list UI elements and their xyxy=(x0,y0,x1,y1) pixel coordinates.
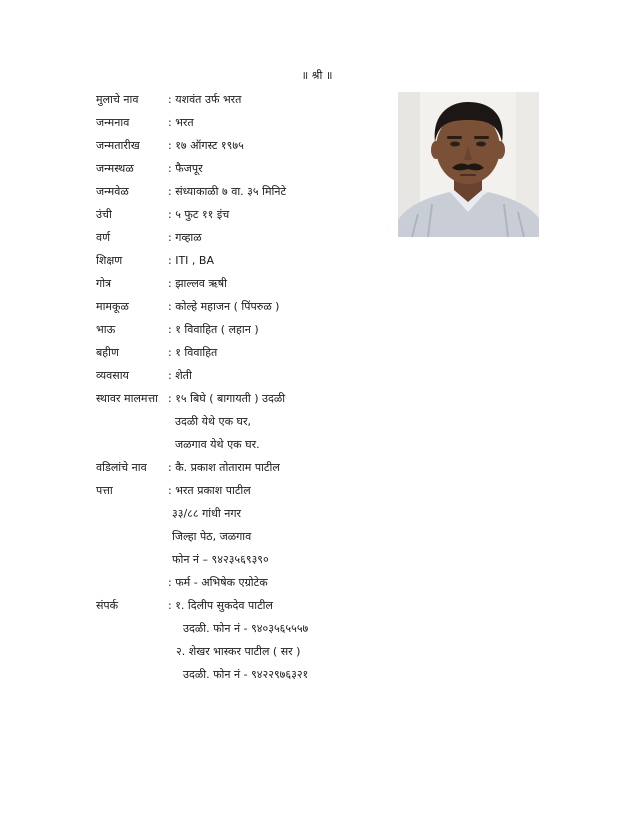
address-line: फोन नं – ९४२३५६९३९० xyxy=(172,553,269,566)
field-row-birth-date xyxy=(96,138,244,154)
portrait-photo-icon xyxy=(398,92,539,237)
field-value: : कोल्हे महाजन ( पिंपरुळ ) xyxy=(168,300,280,313)
field-value: : संध्याकाळी ७ वा. ३५ मिनिटे xyxy=(168,185,287,198)
field-value: : फैजपूर xyxy=(168,162,203,175)
field-row-birth-time xyxy=(96,184,286,200)
field-label: बहीण xyxy=(96,346,119,359)
field-label: भाऊ xyxy=(96,323,116,336)
field-row-father-name xyxy=(96,460,280,476)
field-row-sister xyxy=(96,345,217,361)
field-value: : १ विवाहित xyxy=(168,346,218,359)
field-value: : यशवंत उर्फ भरत xyxy=(168,93,242,106)
field-value: : शेती xyxy=(168,369,192,382)
field-label: शिक्षण xyxy=(96,254,123,267)
field-value: : १ विवाहित ( लहान ) xyxy=(168,323,259,336)
field-value: : भरत xyxy=(168,116,194,129)
address-line: ३३/८८ गांधी नगर xyxy=(172,507,242,520)
field-value: : ५ फुट ११ इंच xyxy=(168,208,230,221)
portrait-photo xyxy=(398,92,539,237)
field-value: : झाल्लव ऋषी xyxy=(168,277,227,290)
field-value: : १५ बिघे ( बागायती ) उदळी xyxy=(168,392,286,405)
contact-line: उदळी. फोन नं - ९४०३५६५५५७ xyxy=(183,622,309,635)
field-label: गोत्र xyxy=(96,277,112,290)
property-line: जळगाव येथे एक घर. xyxy=(175,438,260,451)
field-value: : १७ ऑगस्ट १९७५ xyxy=(168,139,244,152)
field-label: मामकूळ xyxy=(96,300,129,313)
field-value: : कै. प्रकाश तोताराम पाटील xyxy=(168,461,280,474)
property-line: उदळी येथे एक घर, xyxy=(175,415,252,428)
field-row-maternal-family xyxy=(96,299,279,315)
field-value: : १. दिलीप सुकदेव पाटील xyxy=(168,599,273,612)
field-row-occupation xyxy=(96,368,192,384)
header-shri: ॥ श्री ॥ xyxy=(301,69,333,82)
field-label: संपर्क xyxy=(96,599,119,612)
field-row-gotra xyxy=(96,276,227,292)
field-label: मुलाचे नाव xyxy=(96,93,139,106)
field-row-brother xyxy=(96,322,259,338)
field-row-education xyxy=(96,253,214,269)
field-row-name xyxy=(96,92,241,108)
address-line: जिल्हा पेठ, जळगाव xyxy=(172,530,252,543)
field-label: जन्मतारीख xyxy=(96,139,140,152)
field-label: जन्मवेळ xyxy=(96,185,129,198)
field-row-address xyxy=(96,483,251,499)
field-label: पत्ता xyxy=(96,484,113,497)
field-row-contact xyxy=(96,598,273,614)
field-label: उंची xyxy=(96,208,112,221)
field-label: वडिलांचे नाव xyxy=(96,461,147,474)
field-value: : गव्हाळ xyxy=(168,231,202,244)
field-value: : ITI , BA xyxy=(168,254,214,267)
field-row-birth-place xyxy=(96,161,203,177)
contact-line: २. शेखर भास्कर पाटील ( सर ) xyxy=(176,645,301,658)
field-label: वर्ण xyxy=(96,231,111,244)
address-line: : फर्म - अभिषेक एग्रोटेक xyxy=(168,576,268,589)
field-row-property xyxy=(96,391,285,407)
field-label: जन्मस्थळ xyxy=(96,162,134,175)
field-row-birth-name xyxy=(96,115,194,131)
field-row-height xyxy=(96,207,229,223)
field-label: स्थावर मालमत्ता xyxy=(96,392,158,405)
field-row-complexion xyxy=(96,230,202,246)
field-value: : भरत प्रकाश पाटील xyxy=(168,484,251,497)
contact-line: उदळी. फोन नं - ९४२२९७६३२१ xyxy=(183,668,309,681)
field-label: जन्मनाव xyxy=(96,116,130,129)
field-label: व्यवसाय xyxy=(96,369,129,382)
